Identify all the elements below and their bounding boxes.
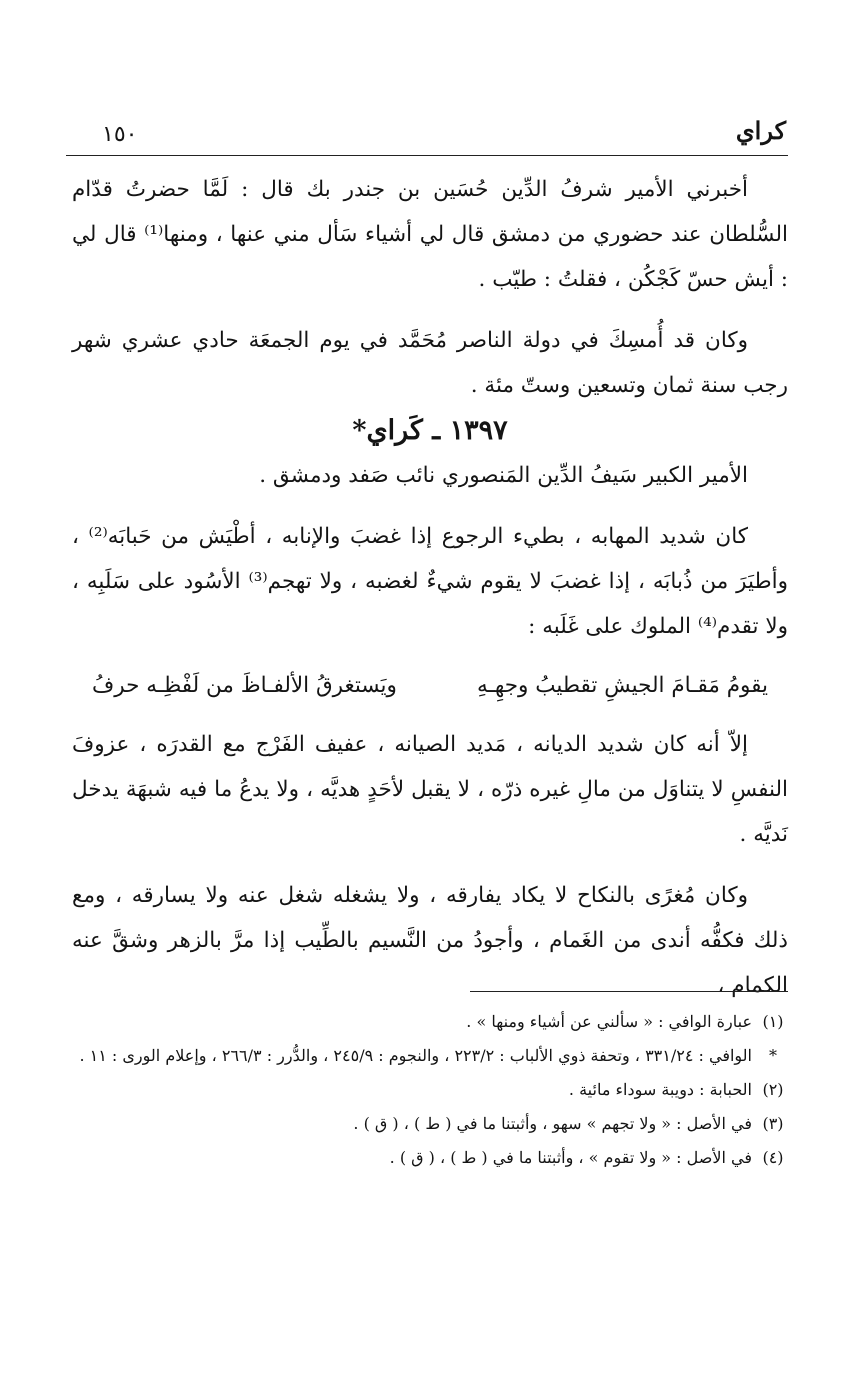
- footnote-mark: (٤): [762, 1148, 784, 1167]
- footnote-text: عبارة الوافي : « سألني عن أشياء ومنها » .: [466, 1012, 752, 1031]
- footnote: [72, 1143, 794, 1173]
- page-header: [66, 112, 788, 156]
- verse-second-hemistich: ويَستغرقُ الألفـاظَ من لَفْظِـه حرفُ: [92, 673, 397, 698]
- footnote: [72, 1041, 794, 1071]
- footnote-text: في الأصل : « ولا تجهم » سهو ، وأثبتنا ما في ( ط ) ، ( ق ) .: [353, 1114, 752, 1133]
- footnote-text: الحبابة : دويبة سوداء مائية .: [568, 1080, 752, 1099]
- footnote-mark: *: [769, 1046, 777, 1065]
- footnote-mark: (٢): [762, 1080, 784, 1099]
- footnote-mark: (١): [762, 1012, 784, 1031]
- footnote-rule: [470, 991, 788, 992]
- footnotes: [72, 1007, 794, 1177]
- poetry-verse: [72, 663, 788, 708]
- footnote: [72, 1007, 794, 1037]
- page-number: ١٥٠: [102, 122, 138, 147]
- footnote-mark: (٣): [762, 1114, 784, 1133]
- paragraph: إلاّ أنه كان شديد الديانه ، مَديد الصيانه ، عفيف الفَرْج مع القدرَه ، عزوفَ النفسِ لا يتناوَل من مالِ غيره ذرّه ، لا يقبل لأحَدٍ هديَّه ، ولا يدعُ ما فيه شبهَة يدخل نَديَّه .: [72, 732, 788, 847]
- header-rule: [66, 155, 788, 156]
- running-head: كراي: [735, 116, 786, 145]
- paragraph: كان شديد المهابه ، بطيء الرجوع إذا غضبَ والإنابه ، أطْيَش من حَبابَه⁽²⁾ ، وأطيَرَ من ذُبابَه ، إذا غضبَ لا يقوم شيءٌ لغضبه ، ولا تهجم⁽³⁾ الأسُود على سَلَبِه ، ولا تقدم⁽⁴⁾ الملوك على غَلَبه :: [72, 524, 788, 639]
- entry-heading: ١٣٩٧ ـ كَراي*: [352, 415, 508, 446]
- paragraph: الأمير الكبير سَيفُ الدِّين المَنصوري نائب صَفد ودمشق .: [259, 463, 748, 488]
- verse-first-hemistich: يقومُ مَقـامَ الجيشِ تقطيبُ وجهِـهِ: [477, 673, 768, 698]
- paragraph: وكان قد أُمسِكَ في دولة الناصر مُحَمَّد في يوم الجمعَة حادي عشري شهر رجب سنة ثمان وتسعين وستّ مئة .: [72, 328, 788, 398]
- footnote-text: الوافي : ٣٣١/٢٤ ، وتحفة ذوي الألباب : ٢٢٣/٢ ، والنجوم : ٢٤٥/٩ ، والدُّرر : ٢٦٦/٣ ، وإعلام الورى : ١١ .: [79, 1046, 752, 1065]
- footnote: [72, 1075, 794, 1105]
- main-text: [72, 167, 788, 1008]
- footnote-text: في الأصل : « ولا تقوم » ، وأثبتنا ما في ( ط ) ، ( ق ) .: [389, 1148, 752, 1167]
- paragraph: أخبرني الأمير شرفُ الدِّين حُسَين بن جندر بك قال : لَمَّا حضرتُ قدّام السُّلطان عند حضوري من دمشق قال لي أشياء سَأل مني عنها ، ومنها⁽¹⁾ قال لي : أيش حسّ كَجْكُن ، فقلتُ : طيّب .: [72, 177, 788, 292]
- paragraph: وكان مُغرًى بالنكاح لا يكاد يفارقه ، ولا يشغله شغل عنه ولا يسارقه ، ومع ذلك فكفُّه أندى من الغَمام ، وأجودُ من النَّسيم بالطِّيب إذا مرَّ بالزهر وشقَّ عنه الكمام ،: [72, 883, 788, 998]
- footnote: [72, 1109, 794, 1139]
